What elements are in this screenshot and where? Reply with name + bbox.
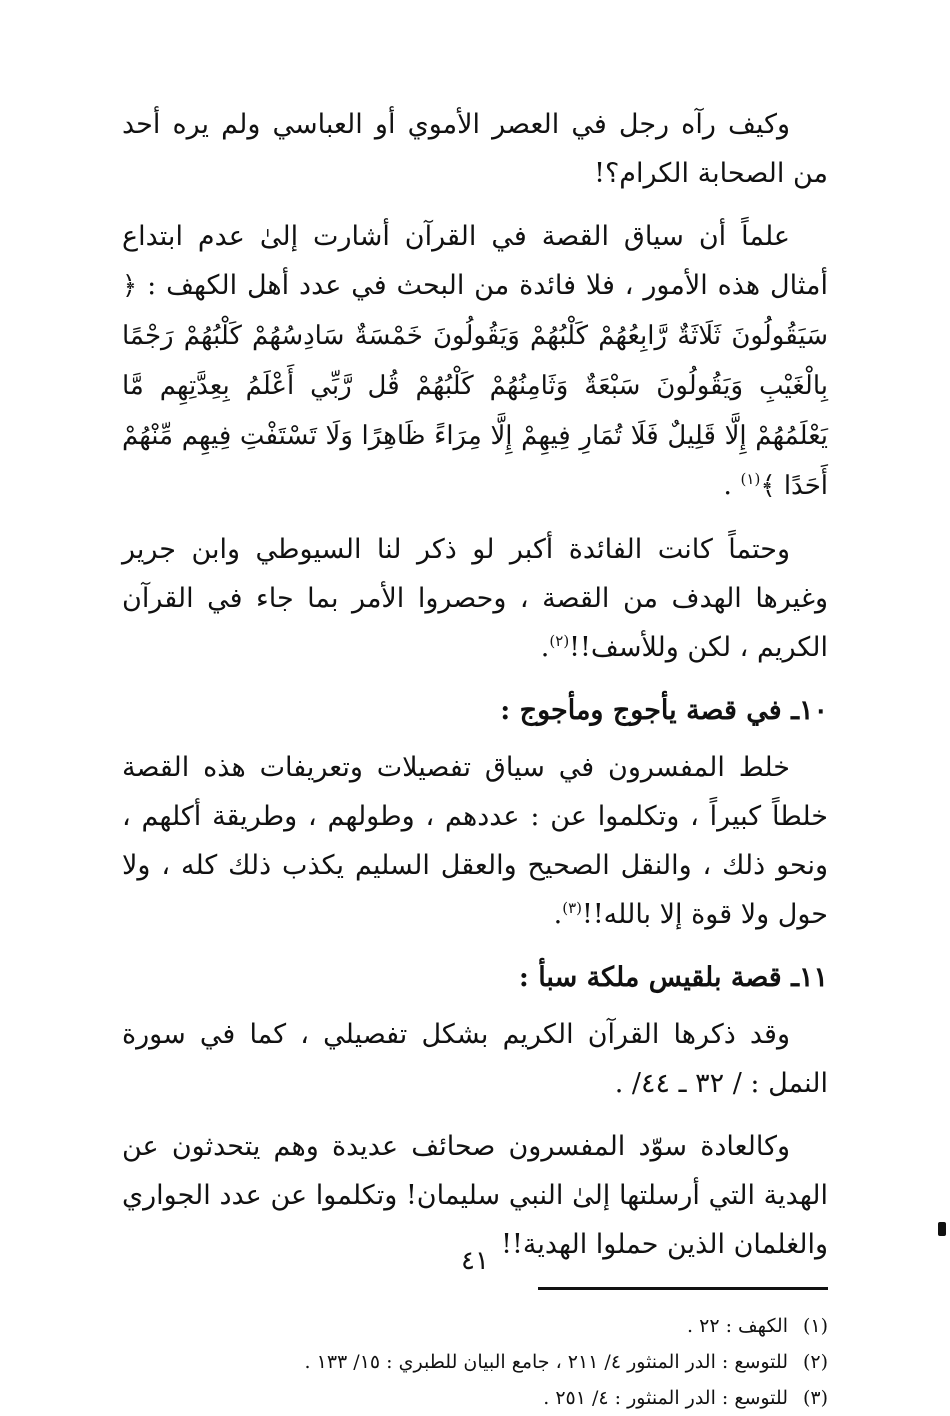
footnote-2 [122, 1344, 828, 1380]
paragraph-3 [122, 525, 828, 672]
footnote-ref-3[interactable]: (٣) [562, 899, 582, 917]
paragraph-2 [122, 212, 828, 511]
paragraph-5: وقد ذكرها القرآن الكريم بشكل تفصيلي ، كما في سورة النمل : / ٣٢ ـ ٤٤/ . [122, 1019, 828, 1099]
paragraph-4-end: . [553, 899, 563, 930]
section-heading-10: ١٠ـ في قصة يأجوج ومأجوج : [500, 695, 828, 726]
footnote-ref-1[interactable]: (١) [740, 470, 761, 488]
paragraph-2-text: علماً أن سياق القصة في القرآن أشارت إلىٰ عدم ابتداع أمثال هذه الأمور ، فلا فائدة من البحث في عدد أهل الكهف : [122, 221, 828, 301]
footnote-1 [122, 1308, 828, 1344]
footnote-1-text: الكهف : ٢٢ . [687, 1315, 788, 1337]
paragraph-3-text: وحتماً كانت الفائدة أكبر لو ذكر لنا السيوطي وابن جرير وغيرها الهدف من القصة ، وحصروا الأمر بما جاء في القرآن الكريم ، لكن وللأسف!! [122, 534, 828, 663]
footnote-2-text: للتوسع : الدر المنثور ٤/ ٢١١ ، جامع البيان للطبري : ١٥/ ١٣٣ . [304, 1351, 788, 1373]
paragraph-6: وكالعادة سوّد المفسرون صحائف عديدة وهم يتحدثون عن الهدية التي أرسلتها إلىٰ النبي سليمان! وتكلموا عن عدد الجواري والغلمان الذين حملوا الهدية!! [122, 1131, 828, 1260]
footnote-2-number: (٢) [802, 1351, 828, 1373]
footnote-divider [538, 1287, 828, 1290]
paragraph-1: وكيف رآه رجل في العصر الأموي أو العباسي ولم يره أحد من الصحابة الكرام؟! [122, 109, 828, 189]
paragraph-4 [122, 743, 828, 939]
section-heading-11: ١١ـ قصة بلقيس ملكة سبأ : [518, 962, 828, 993]
page-content [122, 100, 828, 1416]
footnote-1-number: (١) [802, 1315, 828, 1337]
footnote-ref-2[interactable]: (٢) [549, 632, 570, 650]
footnote-3-text: للتوسع : الدر المنثور : ٤/ ٢٥١ . [543, 1387, 788, 1409]
paragraph-4-text: خلط المفسرون في سياق تفصيلات وتعريفات هذه القصة خلطاً كبيراً ، وتكلموا عن : عددهم ، وطولهم ، وطريقة أكلهم ، ونحو ذلك ، والنقل الصحيح والعقل السليم يكذب ذلك كله ، ولا حول ولا قوة إلا بالله!! [122, 752, 828, 930]
edge-mark [938, 1222, 946, 1236]
paragraph-2-end: . [723, 470, 741, 501]
footnote-3-number: (٣) [802, 1387, 828, 1409]
paragraph-3-end: . [540, 632, 550, 663]
quran-verse: ﴿ سَيَقُولُونَ ثَلَاثَةٌ رَّابِعُهُمْ كَلْبُهُمْ وَيَقُولُونَ خَمْسَةٌ سَادِسُهُمْ كَلْبُهُمْ رَجْمًا بِالْغَيْبِ وَيَقُولُونَ سَبْعَةٌ وَثَامِنُهُمْ كَلْبُهُمْ قُل رَّبِّي أَعْلَمُ بِعِدَّتِهِم مَّا يَعْلَمُهُمْ إِلَّا قَلِيلٌ فَلَا تُمَارِ فِيهِمْ إِلَّا مِرَاءً ظَاهِرًا وَلَا تَسْتَفْتِ فِيهِم مِّنْهُمْ أَحَدًا ﴾ [122, 271, 828, 501]
footnote-3 [122, 1380, 828, 1416]
page-number: ٤١ [461, 1246, 489, 1276]
